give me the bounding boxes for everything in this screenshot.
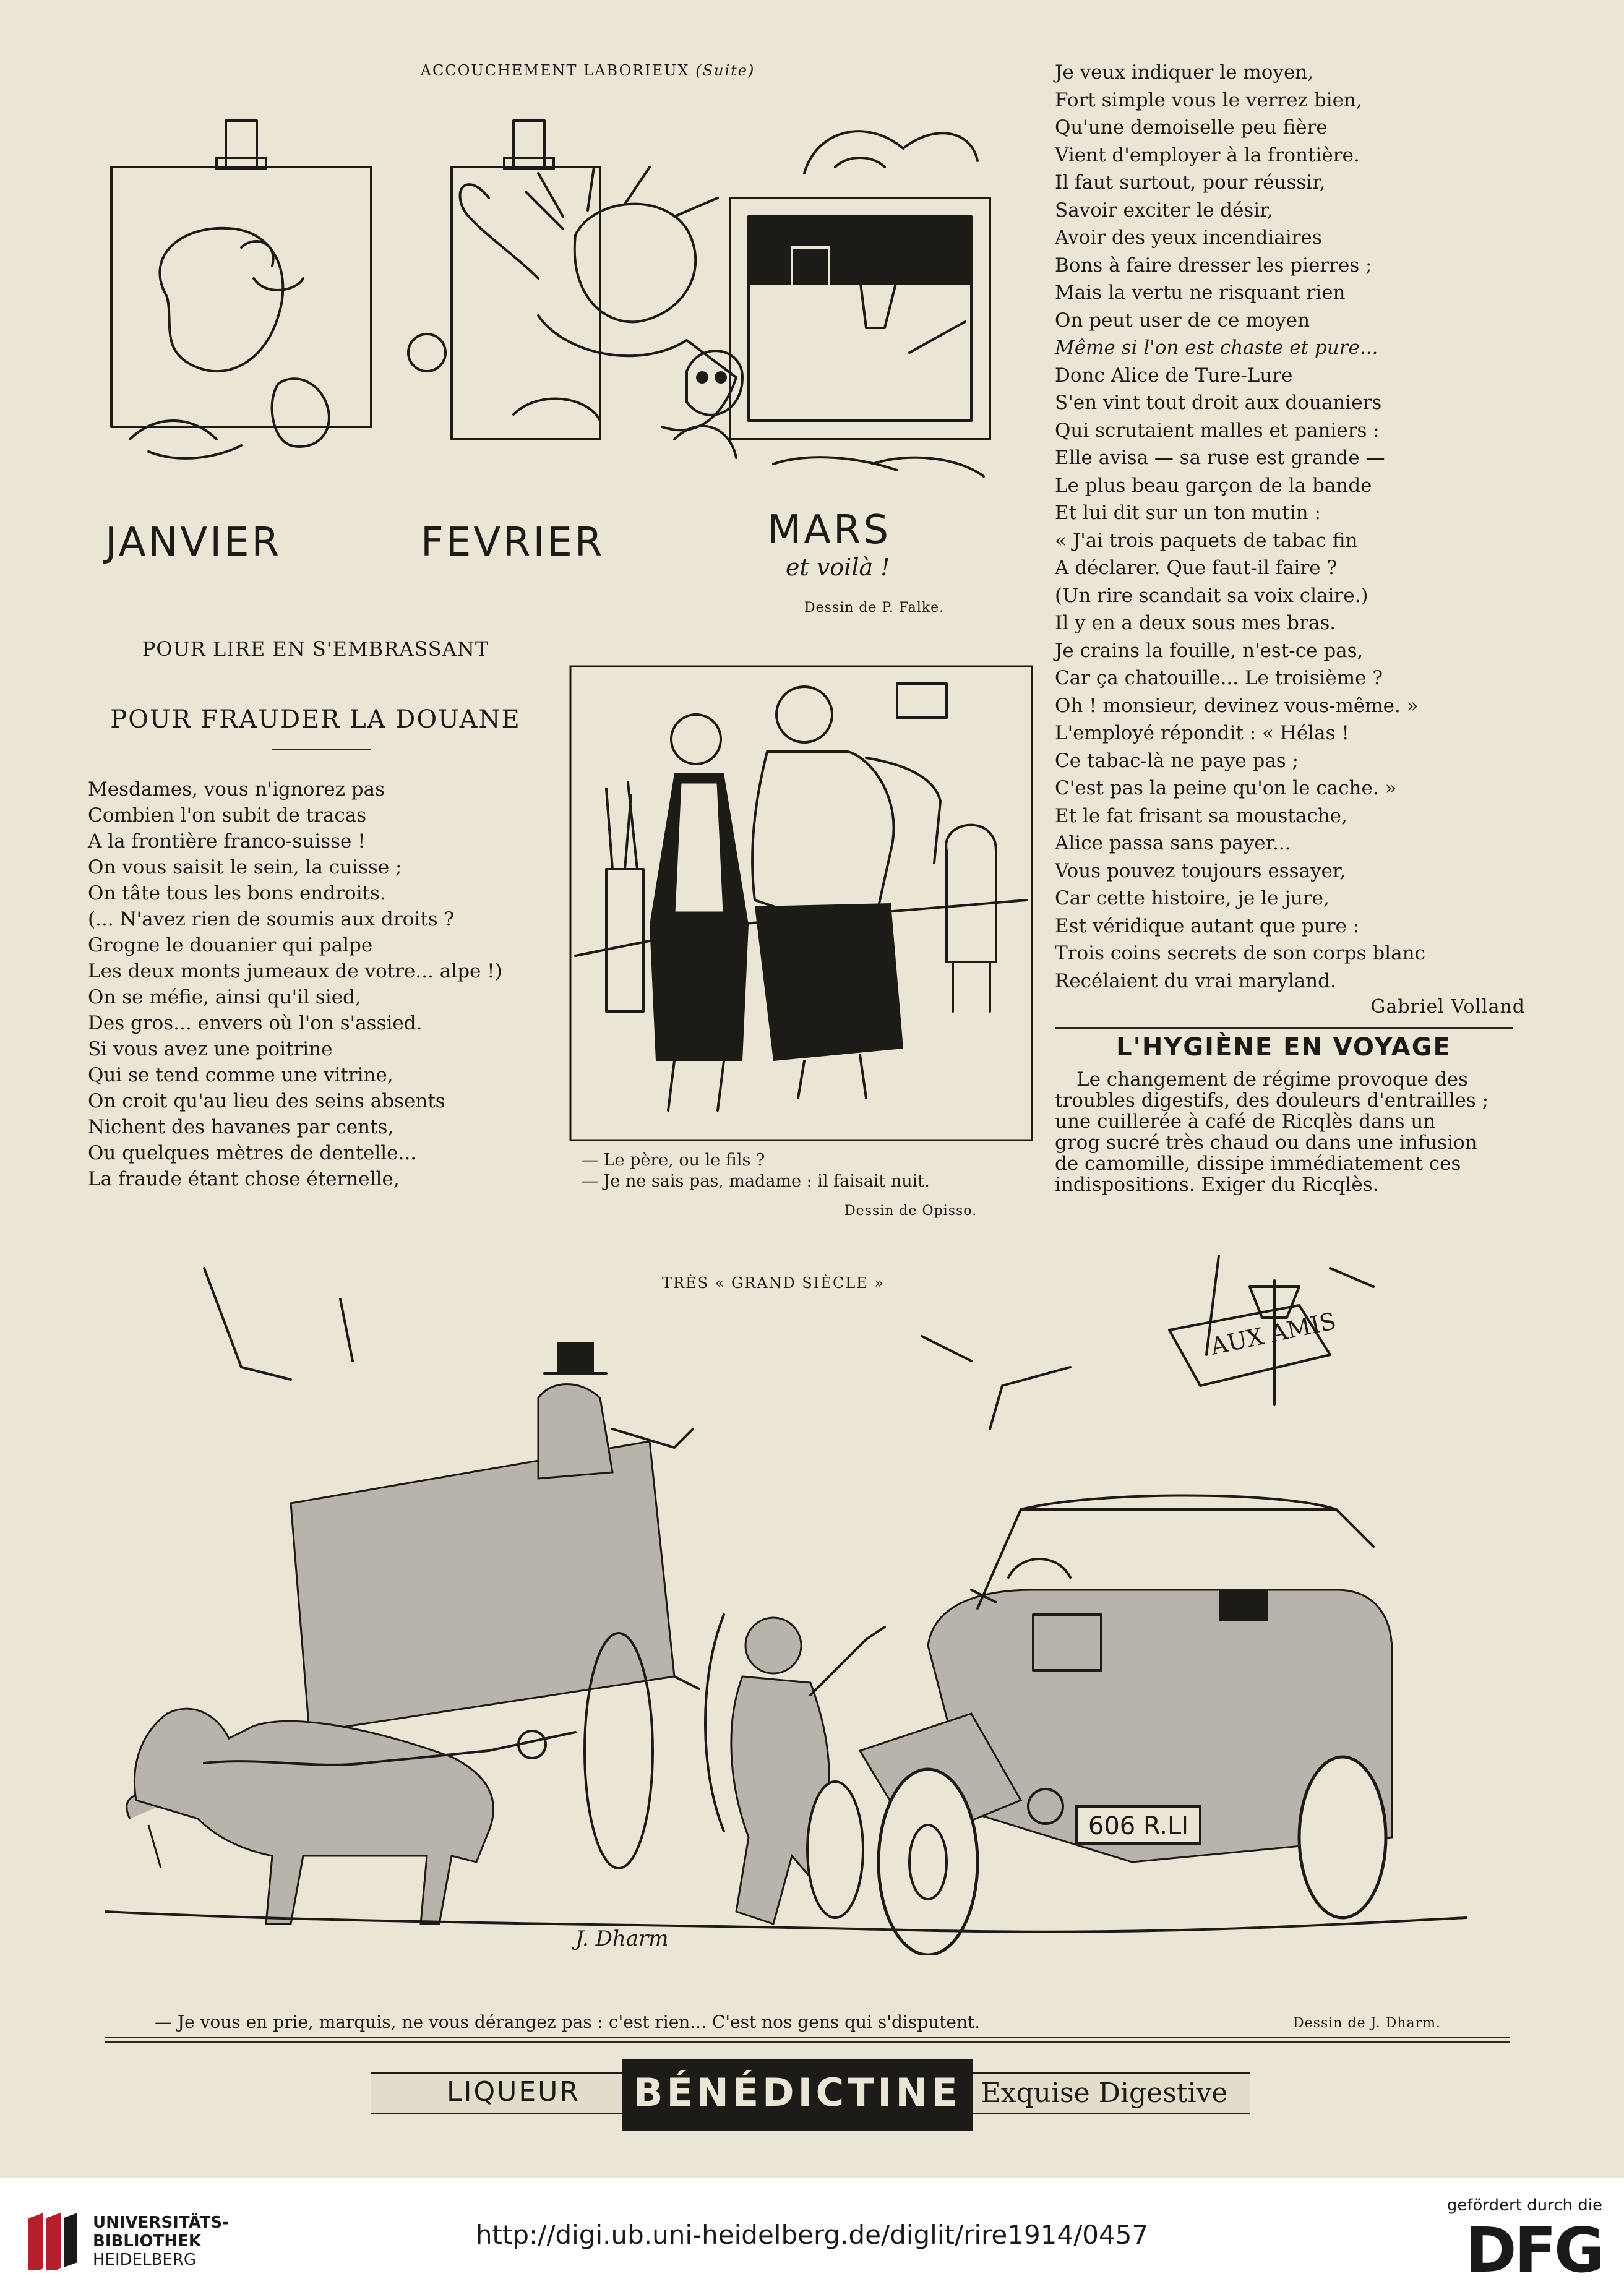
- right-poem-line: Avoir des yeux incendiaires: [1055, 226, 1322, 249]
- right-poem-line: Et le fat frisant sa moustache,: [1055, 804, 1347, 827]
- permalink-url[interactable]: http://digi.ub.uni-heidelberg.de/diglit/rire1914/0457: [475, 2220, 1149, 2250]
- left-poem-line: Mesdames, vous n'ignorez pas: [88, 778, 385, 800]
- right-poem-line: Est véridique autant que pure :: [1055, 914, 1360, 937]
- hygiene-line: Le changement de régime provoque des: [1076, 1068, 1468, 1091]
- right-poem-line: Fort simple vous le verrez bien,: [1055, 88, 1362, 111]
- left-poem-lines: [88, 776, 558, 1192]
- left-poem-line: Nichent des havanes par cents,: [88, 1116, 394, 1138]
- bottom-cartoon-title: TRÈS « GRAND SIÈCLE »: [662, 1274, 885, 1292]
- right-poem-line: Mais la vertu ne risquant rien: [1055, 281, 1346, 304]
- right-poem-line: Il faut surtout, pour réussir,: [1055, 171, 1326, 194]
- left-poem-line: Qui se tend comme une vitrine,: [88, 1064, 393, 1086]
- dharm-signature: J. Dharm: [575, 1926, 669, 1951]
- right-poem-line: Vous pouvez toujours essayer,: [1055, 859, 1346, 882]
- right-poem-line: Qu'une demoiselle peu fière: [1055, 116, 1328, 139]
- hygiene-line: indispositions. Exiger du Ricqlès.: [1055, 1174, 1379, 1196]
- left-poem-line: (... N'avez rien de soumis aux droits ?: [88, 908, 455, 930]
- license-plate-text: 606 R.LI: [1088, 1812, 1189, 1840]
- hygiene-title: L'HYGIÈNE EN VOYAGE: [1116, 1033, 1451, 1062]
- right-poem-line: Le plus beau garçon de la bande: [1055, 474, 1372, 497]
- right-poem-line: Bons à faire dresser les pierres ;: [1055, 254, 1372, 277]
- left-poem-line: On croit qu'au lieu des seins absents: [88, 1090, 445, 1112]
- funded-by-label: gefördert durch die: [1446, 2196, 1602, 2215]
- right-poem-line: Vient d'employer à la frontière.: [1055, 144, 1360, 166]
- opisso-cartoon-illustration: [569, 665, 1033, 1141]
- left-kicker: POUR LIRE EN S'EMBRASSANT: [142, 637, 489, 661]
- poem-signature: Gabriel Volland: [1370, 996, 1525, 1018]
- hygiene-line: une cuillerée à café de Ricqlès dans un: [1055, 1110, 1436, 1133]
- right-poem-line: Il y en a deux sous mes bras.: [1055, 612, 1336, 634]
- dharm-cartoon-illustration: [105, 1243, 1528, 1955]
- right-poem-lines: [1055, 59, 1568, 995]
- left-poem-line: Combien l'on subit de tracas: [88, 804, 367, 826]
- right-poem-line: Même si l'on est chaste et pure...: [1055, 337, 1378, 359]
- banner-left: LIQUEUR: [447, 2076, 580, 2108]
- right-poem-line: Recélaient du vrai maryland.: [1055, 969, 1336, 992]
- library-line-2: BIBLIOTHEK: [93, 2232, 202, 2251]
- right-poem-line: Trois coins secrets de son corps blanc: [1055, 942, 1425, 964]
- right-poem-line: Car cette histoire, je le jure,: [1055, 887, 1330, 909]
- banner-center: BÉNÉDICTINE: [634, 2070, 961, 2115]
- library-line-1: UNIVERSITÄTS-: [93, 2213, 229, 2232]
- right-poem-line: Je veux indiquer le moyen,: [1055, 61, 1314, 84]
- dfg-logo: DFG: [1465, 2214, 1602, 2286]
- opisso-credit: Dessin de Opisso.: [844, 1203, 977, 1219]
- caption-rule-top: [105, 2037, 1510, 2038]
- opisso-caption-2: — Je ne sais pas, madame : il faisait nuit.: [582, 1172, 930, 1191]
- left-title: POUR FRAUDER LA DOUANE: [110, 705, 521, 734]
- left-poem-line: Les deux monts jumeaux de votre... alpe !): [88, 960, 502, 982]
- right-poem-line: Car ça chatouille... Le troisième ?: [1055, 667, 1383, 689]
- falke-credit: Dessin de P. Falke.: [804, 600, 945, 616]
- hygiene-line: troubles digestifs, des douleurs d'entrailles ;: [1055, 1089, 1489, 1112]
- right-poem-line: On peut user de ce moyen: [1055, 309, 1310, 332]
- dharm-credit: Dessin de J. Dharm.: [1293, 2015, 1441, 2031]
- right-poem-line: L'employé répondit : « Hélas !: [1055, 722, 1349, 744]
- banner-right: Exquise Digestive: [981, 2077, 1228, 2109]
- right-poem-line: Ce tabac-là ne paye pas ;: [1055, 749, 1299, 772]
- right-poem-line: Alice passa sans payer...: [1055, 832, 1291, 854]
- opisso-caption-1: — Le père, ou le fils ?: [582, 1151, 765, 1170]
- month-february: FEVRIER: [421, 520, 605, 565]
- left-poem-line: On se méfie, ainsi qu'il sied,: [88, 986, 361, 1008]
- left-poem-line: On vous saisit le sein, la cuisse ;: [88, 856, 402, 878]
- right-poem-line: A déclarer. Que faut-il faire ?: [1055, 557, 1338, 579]
- benedictine-banner: [371, 2059, 1250, 2127]
- right-poem: [1055, 59, 1568, 1018]
- right-poem-line: Savoir exciter le désir,: [1055, 199, 1273, 221]
- hygiene-top-rule: [1055, 1027, 1513, 1029]
- right-poem-line: Je crains la fouille, n'est-ce pas,: [1055, 639, 1364, 662]
- library-line-3: HEIDELBERG: [93, 2251, 197, 2269]
- hygiene-line: grog sucré très chaud ou dans une infusion: [1055, 1131, 1477, 1154]
- right-poem-line: C'est pas la peine qu'on le cache. »: [1055, 777, 1397, 799]
- month-january: JANVIER: [105, 520, 281, 565]
- right-poem-line: Oh ! monsieur, devinez vous-même. »: [1055, 694, 1419, 717]
- mars-note: et voilà !: [786, 554, 890, 581]
- cartoon-header: [371, 62, 804, 79]
- left-title-rule: [272, 749, 371, 750]
- right-poem-line: Et lui dit sur un ton mutin :: [1055, 502, 1321, 524]
- cartoon-header-title: ACCOUCHEMENT LABORIEUX: [420, 62, 690, 79]
- left-poem-line: Des gros... envers où l'on s'assied.: [88, 1012, 423, 1034]
- inn-sign-text: AUX AMIS: [1208, 1307, 1339, 1360]
- left-poem-line: A la frontière franco-suisse !: [88, 830, 366, 852]
- digitization-footer: [0, 2178, 1624, 2292]
- month-march: MARS: [767, 507, 891, 553]
- caption-rule-bottom: [105, 2041, 1510, 2043]
- left-poem-line: La fraude étant chose éternelle,: [88, 1168, 400, 1190]
- right-poem-line: S'en vint tout droit aux douaniers: [1055, 392, 1382, 414]
- hygiene-line: de camomille, dissipe immédiatement ces: [1055, 1152, 1461, 1175]
- left-poem-line: Grogne le douanier qui palpe: [88, 934, 373, 956]
- dharm-caption: — Je vous en prie, marquis, ne vous dérangez pas : c'est rien... C'est nos gens qui s'disputent.: [155, 2012, 981, 2032]
- cartoon-header-suite: (Suite): [695, 62, 755, 79]
- right-poem-line: « J'ai trois paquets de tabac fin: [1055, 529, 1358, 552]
- hygiene-body: [1055, 1069, 1513, 1195]
- right-poem-line: Qui scrutaient malles et paniers :: [1055, 419, 1380, 442]
- banner-center-box: [622, 2059, 973, 2131]
- right-poem-line: (Un rire scandait sa voix claire.): [1055, 584, 1368, 607]
- right-poem-line: Donc Alice de Ture-Lure: [1055, 364, 1293, 387]
- right-poem-line: Elle avisa — sa ruse est grande —: [1055, 447, 1385, 469]
- left-poem-line: Ou quelques mètres de dentelle...: [88, 1142, 417, 1164]
- left-poem-line: On tâte tous les bons endroits.: [88, 882, 386, 904]
- left-poem-line: Si vous avez une poitrine: [88, 1038, 333, 1060]
